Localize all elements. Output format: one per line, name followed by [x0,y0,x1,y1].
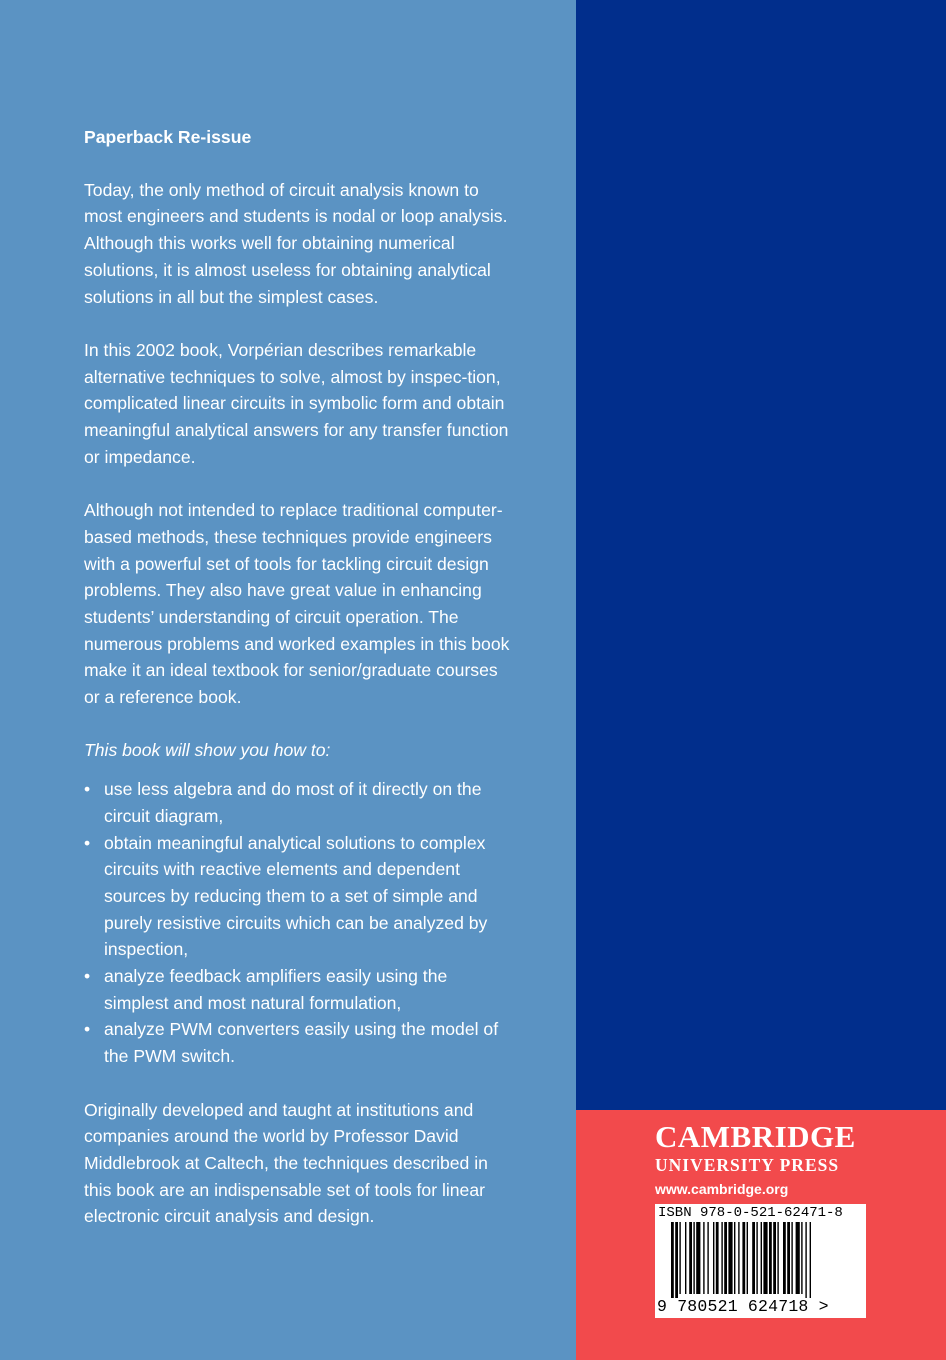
barcode-bar [787,1222,790,1294]
barcode-digits: 9 780521 624718 > [657,1297,829,1316]
cover-heading: Paperback Re-issue [84,127,252,147]
barcode-bar [761,1222,762,1294]
barcode-icon [655,1222,866,1298]
barcode-bar [675,1222,678,1298]
barcode-bar [742,1222,745,1294]
publisher-name: CAMBRIDGE [655,1119,856,1154]
publisher-logo [655,1120,875,1200]
barcode-bar [685,1222,686,1294]
feature-item [84,963,514,1016]
blurb-paragraph-3: Although not intended to replace traditional computer-based methods, these techniques provide engineers with a powerful set of tools for tackling circuit design problems. They also have great value in enhancing students’ understanding of circuit operation. The numerous problems and worked examples in this book make it an ideal textbook for senior/graduate courses or a reference book. [84,500,510,708]
publisher-url: www.cambridge.org [655,1181,789,1197]
bullet-icon: • [84,832,91,853]
barcode-bar [738,1222,739,1294]
barcode-bar [769,1222,772,1294]
barcode-bar [696,1222,700,1294]
barcode-bar [724,1222,727,1294]
barcode-bar [734,1222,735,1294]
feature-item [84,1016,514,1069]
barcode-bar [763,1222,767,1294]
barcode-bar [783,1222,786,1294]
isbn-barcode [655,1204,866,1318]
barcode-bar [773,1222,776,1294]
barcode-bar [707,1222,708,1294]
feature-item [84,776,514,829]
blurb-paragraph-1: Today, the only method of circuit analysis known to most engineers and students is nodal or loop analysis. Although this works well for obtaining numerical solutions, it is almost useless for obtaining analytical solutions in all but the simplest cases. [84,179,508,307]
barcode-bar [713,1222,714,1294]
bullet-intro: This book will show you how to: [84,740,331,761]
isbn-label: ISBN 978-0-521-62471-8 [658,1205,843,1221]
barcode-bar [679,1222,680,1294]
barcode-bar [801,1222,802,1294]
barcode-bar [777,1222,778,1294]
barcode-bar [693,1222,694,1294]
closing-paragraph: Originally developed and taught at institutions and companies around the world by Professor David Middlebrook at Caltech, the techniques described in this book are an indispensable set of tools for linear electronic circuit analysis and design. [84,1099,488,1227]
barcode-bar [805,1222,806,1298]
barcode-bar [810,1222,811,1298]
feature-text: analyze feedback amplifiers easily using the simplest and most natural formulation, [104,966,448,1013]
barcode-bar [791,1222,792,1294]
feature-text: analyze PWM converters easily using the model of the PWM switch. [104,1019,499,1067]
feature-text: obtain meaningful analytical solutions to complex circuits with reactive elements and dependent sources by reducing them to a set of simple and purely resistive circuits which can be analyzed by inspection, [104,832,488,960]
barcode-bar [728,1222,732,1294]
barcode-bar [747,1222,748,1294]
feature-item [84,830,514,964]
publisher-subtitle: UNIVERSITY PRESS [655,1155,840,1175]
barcode-bar [721,1222,722,1294]
barcode-bar [689,1222,692,1294]
bullet-icon: • [84,966,91,987]
feature-text: use less algebra and do most of it directly on the circuit diagram, [104,779,482,826]
bullet-icon: • [84,1019,91,1040]
barcode-bar [752,1222,755,1294]
barcode-bar [703,1222,704,1294]
blurb-paragraph-2: In this 2002 book, Vorpérian describes remarkable alternative techniques to solve, almost by inspec-tion, complicated linear circuits in symbolic form and obtain meaningful analytical answers for any transfer function or impedance. [84,339,509,467]
barcode-bar [756,1222,757,1294]
feature-list [84,776,514,1070]
barcode-bar [796,1222,800,1294]
barcode-bar [671,1222,674,1298]
blurb-column [84,124,514,1257]
barcode-bar [716,1222,719,1294]
blue-spine-panel [576,0,946,1110]
bullet-icon: • [84,779,91,800]
